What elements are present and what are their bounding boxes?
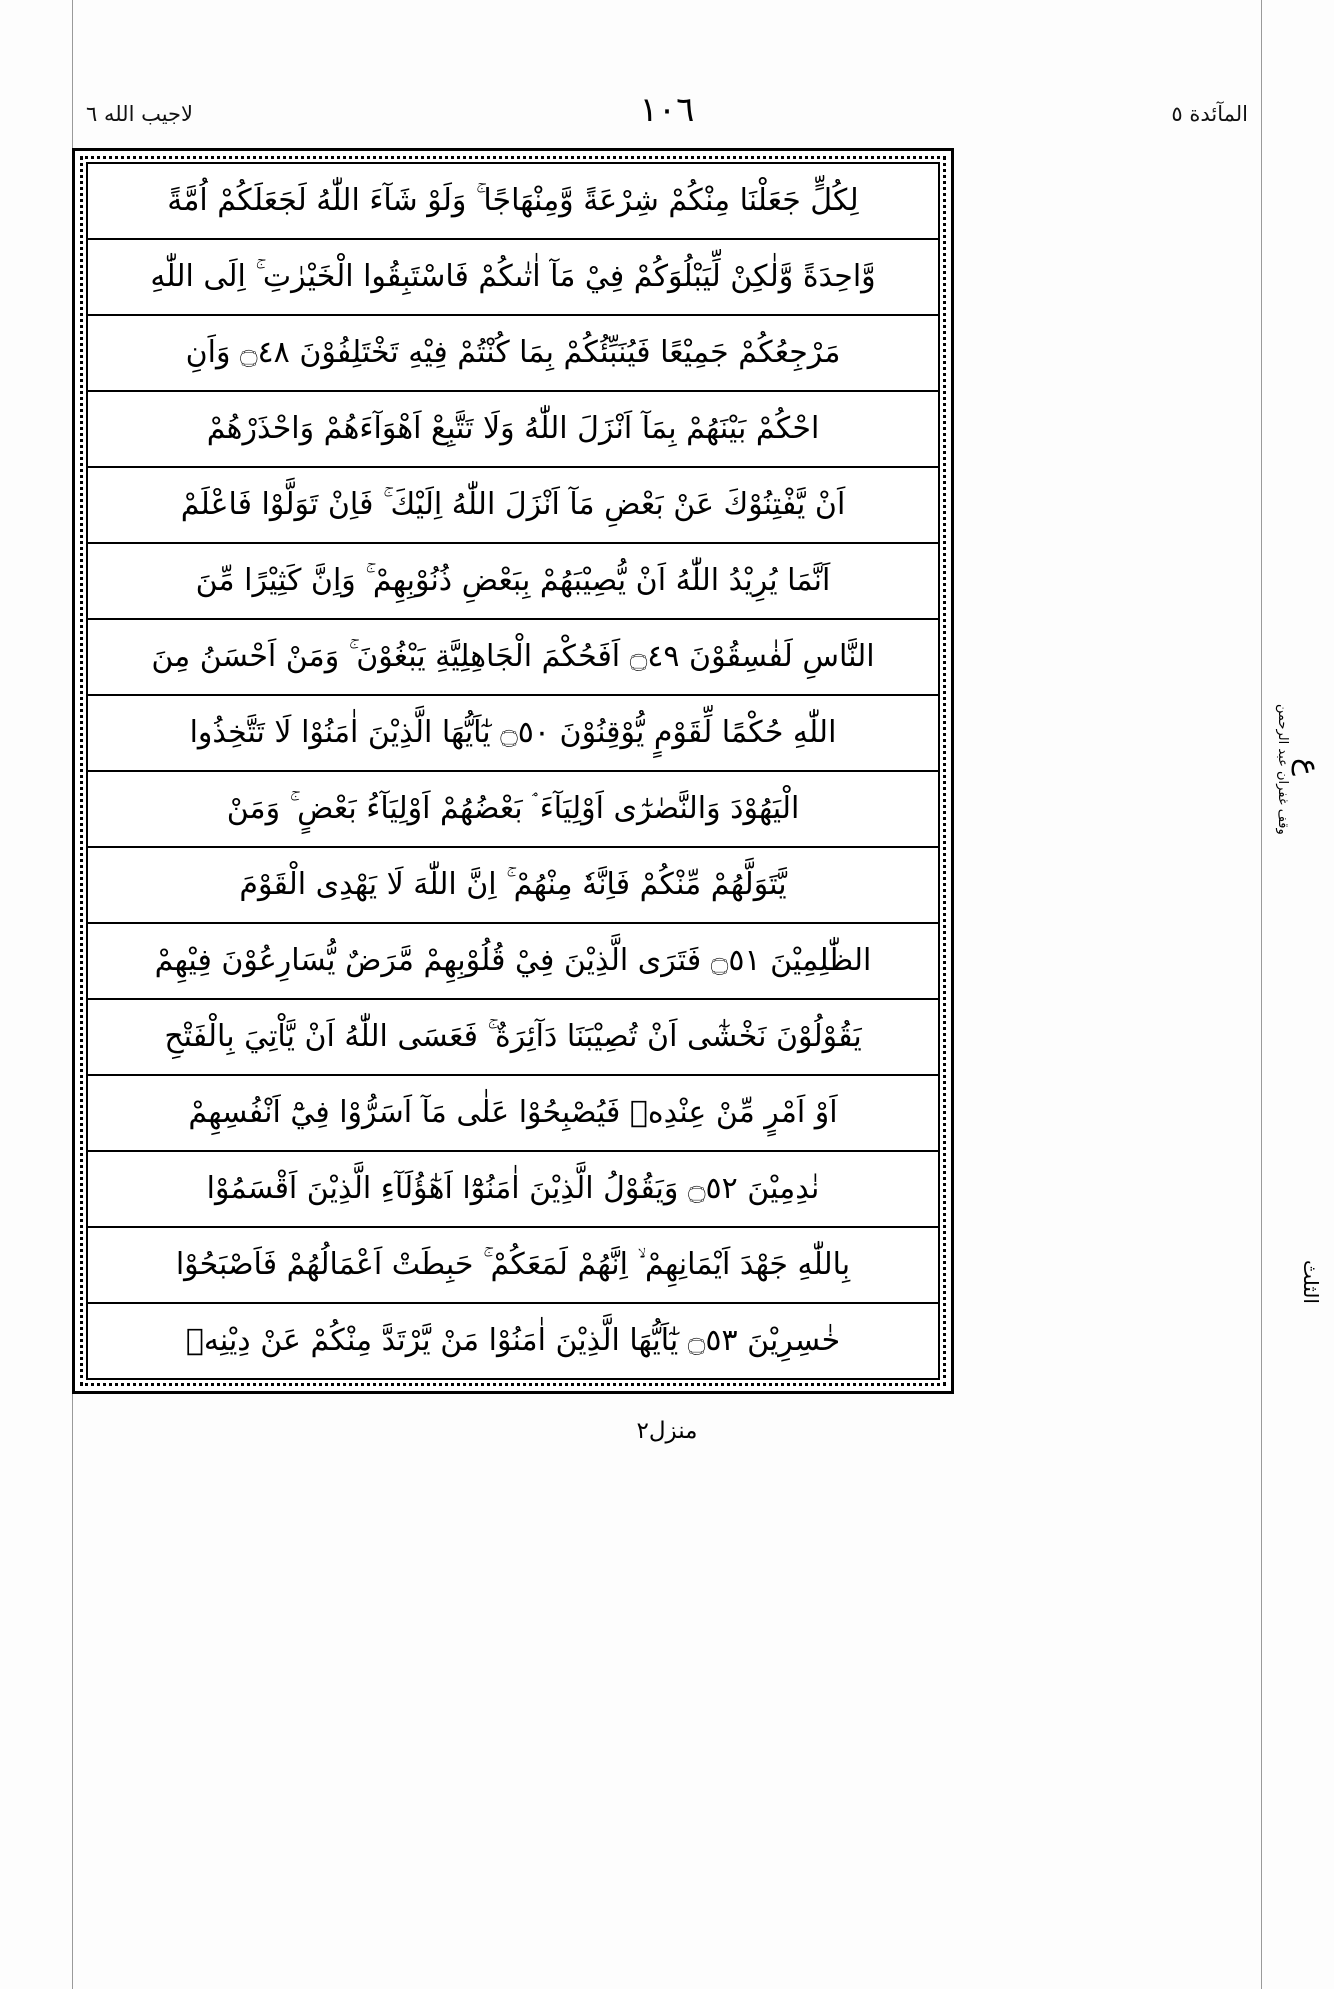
ayah-line	[88, 1228, 938, 1304]
ayah-line	[88, 240, 938, 316]
ayah-text: خٰسِرِيْنَ ۝٥٣ يٰٓاَيُّهَا الَّذِيْنَ اٰمَنُوْا مَنْ يَّرْتَدَّ مِنْكُمْ عَنْ دِيْنِهٖ	[185, 1323, 841, 1358]
ruku-note: وقف غفران عبد الرحمن	[1275, 704, 1290, 835]
ayah-line	[88, 924, 938, 1000]
page-header	[86, 88, 1248, 140]
ayah-text: اللّٰهِ حُكْمًا لِّقَوْمٍ يُّوْقِنُوْنَ ۝٥٠ يٰٓاَيُّهَا الَّذِيْنَ اٰمَنُوْا لَا تَتَّخِذُوا	[189, 715, 837, 750]
ayah-text: بِاللّٰهِ جَهْدَ اَيْمَانِهِمْ ۙ اِنَّهُمْ لَمَعَكُمْ ۚ حَبِطَتْ اَعْمَالُهُمْ فَاَصْبَحُوْا	[175, 1247, 851, 1282]
ayah-line	[88, 392, 938, 468]
ayah-line	[88, 1304, 938, 1378]
page-bottom-band	[72, 1470, 1262, 1471]
ayah-line	[88, 772, 938, 848]
juz-label: لاجیب الله ٦	[86, 102, 193, 126]
ayah-text: اَنْ يَّفْتِنُوْكَ عَنْ بَعْضِ مَآ اَنْزَلَ اللّٰهُ اِلَيْكَ ۚ فَاِنْ تَوَلَّوْا فَاعْلَمْ	[180, 487, 846, 522]
ayah-line	[88, 1000, 938, 1076]
ruku-marker	[1270, 700, 1326, 835]
text-frame-outer	[72, 148, 954, 1394]
surah-label: المآئدة ٥	[1171, 102, 1248, 126]
ayah-text: يَّتَوَلَّهُمْ مِّنْكُمْ فَاِنَّهٗ مِنْهُمْ ۚ اِنَّ اللّٰهَ لَا يَهْدِى الْقَوْمَ	[239, 867, 787, 902]
ayah-text: يَقُوْلُوْنَ نَخْشٰٓى اَنْ تُصِيْبَنَا دَآئِرَةٌ ۚ فَعَسَى اللّٰهُ اَنْ يَّاْتِيَ بِالْفَتْحِ	[164, 1019, 862, 1054]
ayah-text: احْكُمْ بَيْنَهُمْ بِمَآ اَنْزَلَ اللّٰهُ وَلَا تَتَّبِعْ اَهْوَآءَهُمْ وَاحْذَرْهُمْ	[206, 411, 820, 446]
ayah-line	[88, 544, 938, 620]
ayah-text: اَوْ اَمْرٍ مِّنْ عِنْدِهٖ فَيُصْبِحُوْا عَلٰى مَآ اَسَرُّوْا فِيْٓ اَنْفُسِهِمْ	[188, 1095, 838, 1130]
ayah-text: وَّاحِدَةً وَّلٰكِنْ لِّيَبْلُوَكُمْ فِيْ مَآ اٰتٰىكُمْ فَاسْتَبِقُوا الْخَيْرٰتِ ۚ اِلَى اللّٰهِ	[150, 259, 876, 294]
ayah-text: لِكُلٍّ جَعَلْنَا مِنْكُمْ شِرْعَةً وَّمِنْهَاجًا ۚ وَلَوْ شَآءَ اللّٰهُ لَجَعَلَكُمْ اُمَّةً	[167, 183, 859, 218]
ruku-symbol: ع	[1291, 758, 1326, 777]
ayah-line	[88, 316, 938, 392]
page-edge-line-right	[1261, 0, 1262, 1989]
ayah-text: الظّٰلِمِيْنَ ۝٥١ فَتَرَى الَّذِيْنَ فِيْ قُلُوْبِهِمْ مَّرَضٌ يُّسَارِعُوْنَ فِيْهِمْ	[154, 943, 872, 978]
text-frame-inner	[86, 162, 940, 1380]
ayah-line	[88, 696, 938, 772]
manzil-label: منزل٢	[636, 1418, 698, 1444]
ayah-text: مَرْجِعُكُمْ جَمِيْعًا فَيُنَبِّئُكُمْ بِمَا كُنْتُمْ فِيْهِ تَخْتَلِفُوْنَ ۝٤٨ وَاَنِ	[185, 335, 841, 370]
ayah-text: نٰدِمِيْنَ ۝٥٢ وَيَقُوْلُ الَّذِيْنَ اٰمَنُوْٓا اَهٰٓؤُلَآءِ الَّذِيْنَ اَقْسَمُوْا	[206, 1171, 820, 1206]
ayah-line	[88, 468, 938, 544]
ayah-text: الْيَهُوْدَ وَالنَّصٰرٰٓى اَوْلِيَآءَ ۘ بَعْضُهُمْ اَوْلِيَآءُ بَعْضٍ ۚ وَمَنْ	[226, 791, 800, 826]
ayah-text: اَنَّمَا يُرِيْدُ اللّٰهُ اَنْ يُّصِيْبَهُمْ بِبَعْضِ ذُنُوْبِهِمْ ۚ وَاِنَّ كَثِيْرًا مِّنَ	[195, 563, 831, 598]
ayah-line	[88, 1076, 938, 1152]
thuluth-marker: الثلث	[1299, 1260, 1323, 1304]
ayah-line	[88, 848, 938, 924]
page-number: ١٠٦	[639, 90, 695, 130]
ayah-line	[88, 1152, 938, 1228]
ayah-line	[88, 164, 938, 240]
ayah-line	[88, 620, 938, 696]
ayah-text: النَّاسِ لَفٰسِقُوْنَ ۝٤٩ اَفَحُكْمَ الْجَاهِلِيَّةِ يَبْغُوْنَ ۚ وَمَنْ اَحْسَنُ مِنَ	[151, 639, 875, 674]
